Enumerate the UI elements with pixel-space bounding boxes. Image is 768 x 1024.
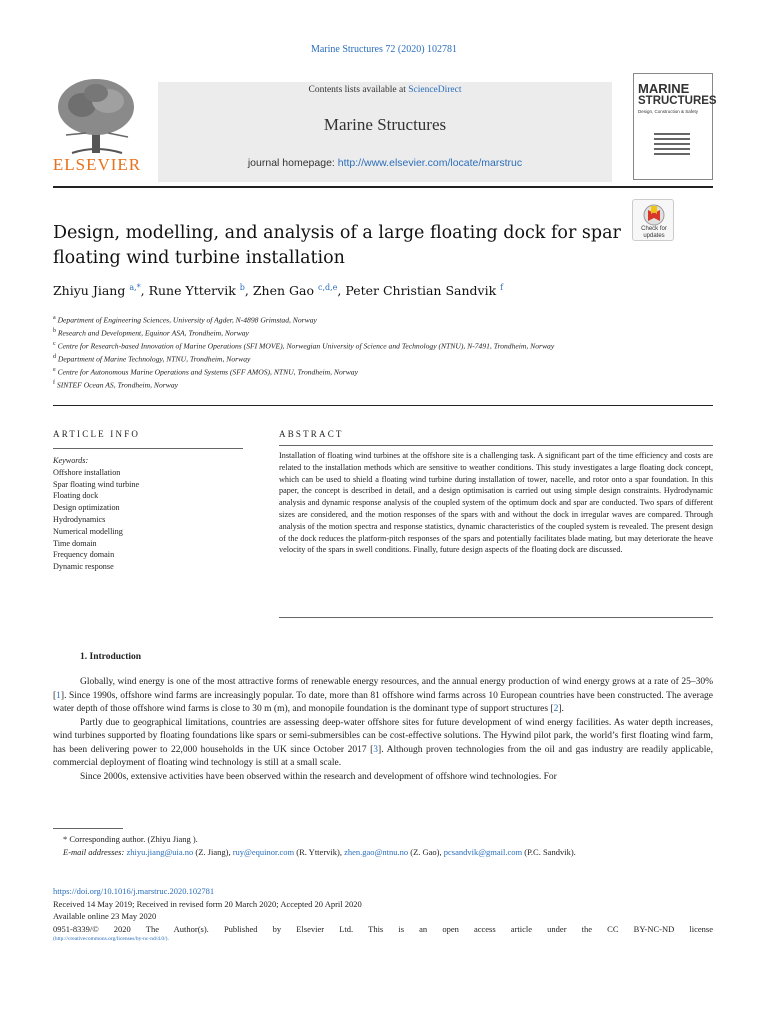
footnote-rule [53, 828, 123, 829]
email-owner: (Z. Jiang), [195, 846, 231, 857]
cover-title-2: STRUCTURES [638, 95, 717, 107]
text-run: ]. [558, 704, 564, 714]
affiliation-text: Department of Engineering Sciences, University of Agder, N-4898 Grimstad, Norway [57, 315, 317, 325]
footnotes [53, 833, 713, 858]
affiliation-item [53, 352, 673, 365]
doi-link[interactable]: https://doi.org/10.1016/j.marstruc.2020.102781 [53, 886, 215, 896]
abstract-end-rule [279, 617, 713, 618]
introduction-body [53, 676, 713, 784]
author-name[interactable]: Rune Yttervik [148, 283, 236, 299]
email-owner: (R. Yttervik), [296, 846, 342, 857]
keyword-item: Design optimization [53, 503, 120, 513]
affiliation-mark: d [53, 354, 56, 361]
affiliation-item [53, 313, 673, 326]
author-affiliation-mark[interactable]: c,d,e [317, 283, 338, 292]
keyword-item: Floating dock [53, 491, 99, 501]
affiliation-text: SINTEF Ocean AS, Trondheim, Norway [56, 380, 178, 390]
affiliation-mark: c [53, 341, 56, 348]
cover-title-1: MARINE [638, 81, 690, 96]
article-title: Design, modelling, and analysis of a large floating dock for spar floating wind turbine installation [53, 223, 621, 268]
contents-prefix: Contents lists available at [308, 85, 409, 95]
email-addresses-note [53, 846, 713, 859]
affiliation-item [53, 378, 673, 391]
abstract-heading: ABSTRACT [279, 429, 344, 439]
author-name[interactable]: Zhen Gao [252, 283, 314, 299]
affiliation-divider [53, 405, 713, 406]
header-divider [53, 186, 713, 188]
abstract-text: Installation of floating wind turbines at the offshore site is a challenging task. A significant part of the time efficiency and costs are related to the installation methods which are sensitive to weather conditions. This study investigates a large floating dock concept, which can be used to shield a floating wind turbine during installation of tower, nacelle, and rotor onto a spar foundation. In this paper, the concept is described in detail, and a design optimisation is carried out using simple design constraints. Hydrodynamic analysis and dynamic response analysis of the coupled system of the optimum dock and spar are conducted. Two spars of different sizes are considered, and the motion responses of the spars with and without the dock in irregular waves are compared. Through analysis of the motion spectra and response statistics, dynamic characteristics of the coupled system is revealed. The present design of the dock reduces the platform-pitch responses of the spars and potentially facilitates blade mating, but may deteriorate the heave velocity of the spars in swell conditions. Finally, future design aspects of the floating dock are discussed. [279, 451, 713, 555]
affiliation-text: Department of Marine Technology, NTNU, Trondheim, Norway [57, 354, 251, 364]
keyword-item: Spar floating wind turbine [53, 479, 140, 489]
email-link[interactable]: zhiyu.jiang@uia.no [126, 846, 194, 857]
text-run: Partly due to geographical limitations, countries are assessing deep-water offshore sites for future development of wind energy facilities. As water depth increases, wind turbines supported by floating foundations like spars or semi-submersibles can be cost-effective solutions. The Hywind pilot park, the world’s first floating wind farm, has been delivering power to 22,000 households in the UK since October 2017 [ [53, 717, 713, 755]
author-name[interactable]: Peter Christian Sandvik [345, 283, 497, 299]
elsevier-logo [52, 75, 142, 175]
keyword-item: Numerical modelling [53, 526, 123, 536]
citation-link[interactable]: 2 [553, 704, 559, 714]
affiliation-text: Centre for Autonomous Marine Operations and Systems (SFF AMOS), NTNU, Trondheim, Norway [57, 367, 358, 377]
email-owner: (Z. Gao), [410, 846, 442, 857]
received-dates: Received 14 May 2019; Received in revised form 20 March 2020; Accepted 20 April 2020 [53, 898, 362, 909]
check-for-updates-badge[interactable] [632, 199, 674, 241]
journal-cover-image[interactable] [633, 73, 717, 180]
text-run: ]. Since 1990s, offshore wind farms are increasingly popular. To date, more than 81 offshore wind farms across 10 European countries have been constructed. The average water depth of those offshore wind farms is close to 30 m (m), and monopile foundation is the dominant type of support structures [ [53, 690, 713, 714]
author-affiliation-mark[interactable]: b [239, 283, 245, 292]
journal-name: Marine Structures [323, 115, 447, 134]
affiliation-mark: b [53, 328, 56, 335]
text-run: ]. Although proven technologies from the oil and gas industry are readily applicable, commercial deployment of floating wind technology is still at a small scale. [53, 744, 713, 768]
paragraph [53, 717, 713, 771]
abstract-rule [279, 445, 713, 446]
article-info-heading: ARTICLE INFO [53, 429, 141, 439]
cover-subtitle: Design, Construction & Safety [638, 109, 699, 114]
text-run: Globally, wind energy is one of the most attractive forms of renewable energy resources, and the annual energy production of wind energy grows at a rate of 25–30% [ [53, 677, 713, 701]
keyword-item: Dynamic response [53, 562, 114, 572]
affiliation-item [53, 339, 673, 352]
affiliation-mark: f [53, 380, 55, 387]
affiliation-item [53, 326, 673, 339]
contents-available-line [158, 85, 612, 95]
affiliation-text: Research and Development, Equinor ASA, Trondheim, Norway [57, 328, 249, 338]
copyright-line: 0951-8339/© 2020 The Author(s). Published by Elsevier Ltd. This is an open access article under the CC BY-NC-ND license [53, 923, 713, 934]
affiliation-list [53, 313, 673, 391]
publisher-wordmark: ELSEVIER [52, 155, 142, 174]
article-info-rule [53, 448, 243, 449]
author-list: Zhiyu Jiang $^{a,*}$, Rune Yttervik $^b$, Zhen Gao $^{c,d,e}$, Peter Christian Sandvik $^f$ [53, 283, 504, 299]
sciencedirect-link[interactable]: ScienceDirect [408, 85, 462, 95]
keywords-label: Keywords: [53, 456, 89, 465]
paragraph [53, 676, 713, 717]
citation-link[interactable]: 3 [373, 744, 379, 755]
affiliation-item [53, 365, 673, 378]
citation-link[interactable]: 1 [56, 690, 61, 701]
author-affiliation-mark[interactable]: f [500, 283, 504, 292]
section-heading-introduction: 1. Introduction [80, 652, 142, 662]
homepage-prefix: journal homepage: [247, 157, 338, 169]
crossmark-label: Check for updates [641, 226, 667, 239]
email-link[interactable]: pcsandvik@gmail.com [443, 846, 523, 857]
paragraph: Since 2000s, extensive activities have been observed within the research and development of offshore wind technologies. For [80, 771, 557, 782]
email-label: E-mail addresses: [63, 846, 125, 857]
publication-info [53, 885, 713, 943]
crossmark-icon [634, 202, 674, 228]
keyword-item: Time domain [53, 538, 97, 548]
email-link[interactable]: zhen.gao@ntnu.no [344, 846, 409, 857]
keywords-block [53, 455, 243, 573]
journal-homepage-line [158, 157, 612, 169]
email-link[interactable]: ruy@equinor.com [232, 846, 295, 857]
affiliation-text: Centre for Research-based Innovation of Marine Operations (SFI MOVE), Norwegian University of Science and Technology (NTNU), N-7491, Trondheim, Norway [57, 341, 555, 351]
journal-reference-link[interactable]: Marine Structures 72 (2020) 102781 [310, 44, 458, 55]
journal-header-band [158, 82, 612, 182]
keyword-item: Hydrodynamics [53, 514, 106, 524]
license-link[interactable]: (http://creativecommons.org/licenses/by-nc-nd/4.0/). [53, 936, 169, 942]
author-name[interactable]: Zhiyu Jiang [53, 283, 126, 299]
available-online-date: Available online 23 May 2020 [53, 911, 157, 921]
email-owner: (P.C. Sandvik). [524, 846, 576, 857]
affiliation-mark: a [53, 315, 56, 321]
affiliation-mark: e [53, 367, 56, 374]
cover-decoration [654, 130, 690, 158]
keyword-item: Frequency domain [53, 550, 115, 560]
keyword-item: Offshore installation [53, 467, 121, 477]
author-affiliation-mark[interactable]: a,* [129, 283, 141, 292]
corresponding-author-note: * Corresponding author. (Zhiyu Jiang ). [63, 834, 198, 844]
journal-homepage-link[interactable]: http://www.elsevier.com/locate/marstruc [337, 157, 523, 169]
